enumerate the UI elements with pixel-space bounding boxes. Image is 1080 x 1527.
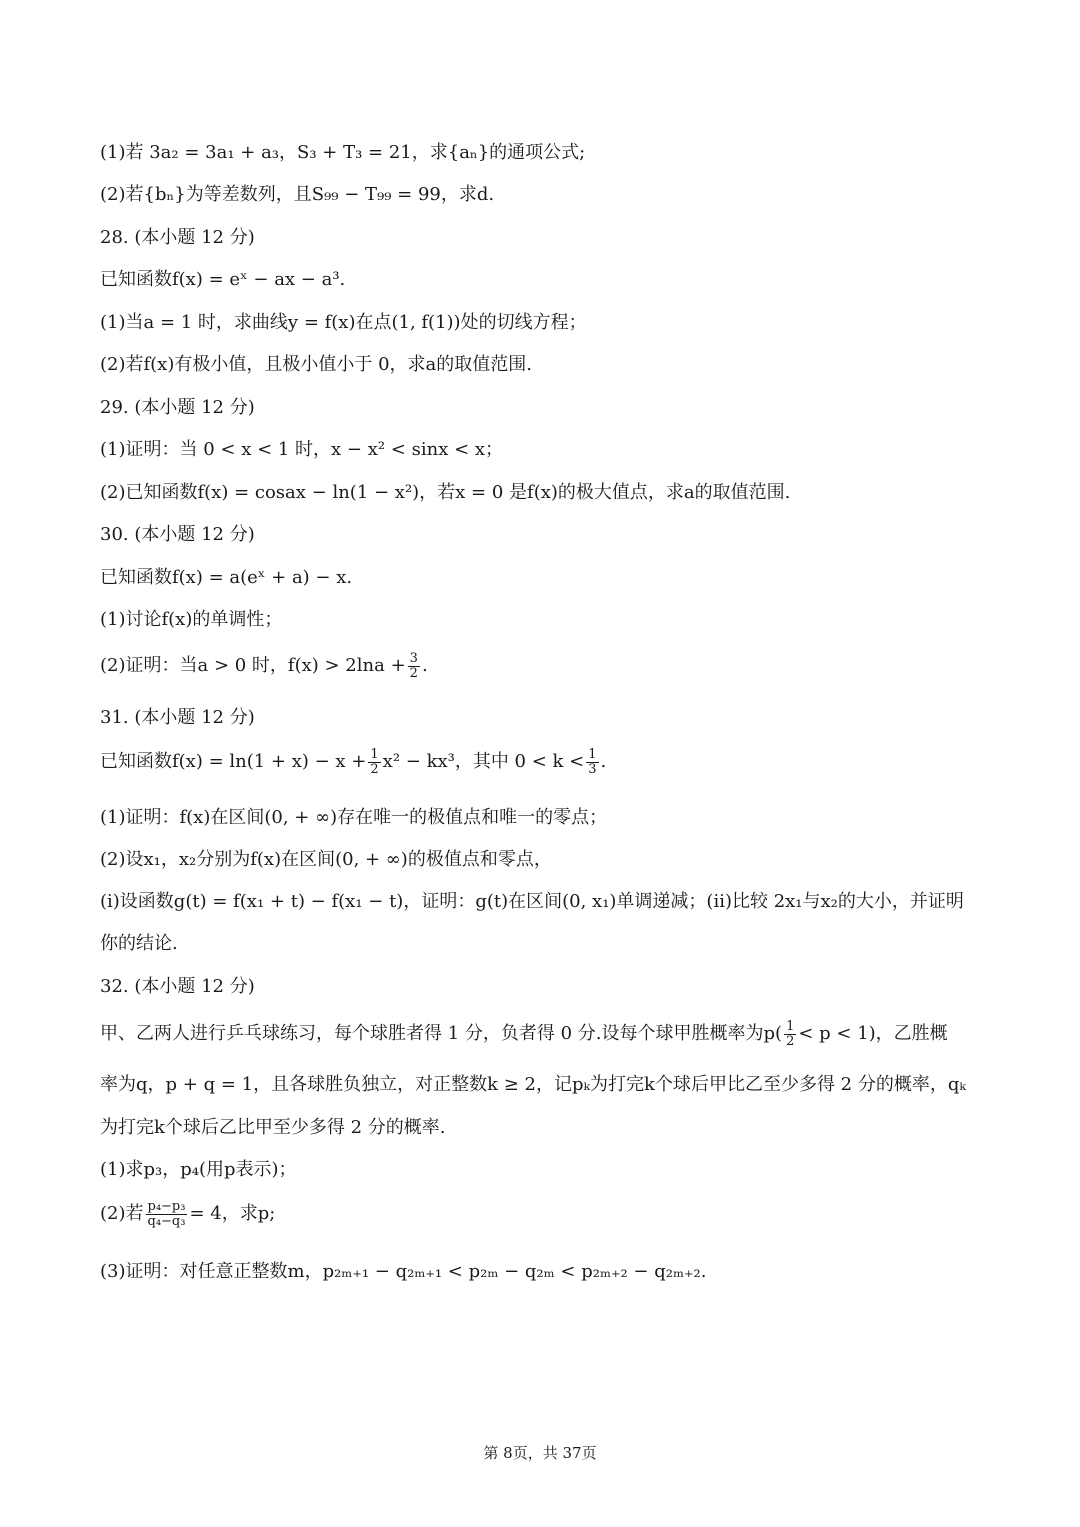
q32-stem-text-a: 甲、乙两人进行乒乓球练习，每个球胜者得 1 分，负者得 0 分.设每个球甲胜概率为p( bbox=[100, 1023, 783, 1045]
q31-stem-text-a: 已知函数f(x) = ln(1 + x) − x + bbox=[100, 751, 367, 773]
q32-stem-text-b: < p < 1)，乙胜概 bbox=[798, 1023, 948, 1045]
q29-part1: (1)证明：当 0 < x < 1 时，x − x² < sinx < x； bbox=[100, 439, 504, 460]
fraction-one-half-p: $\frac{1}{2}$ bbox=[786, 1019, 795, 1049]
q32-stem-line1 bbox=[100, 1020, 948, 1048]
fraction-three-halves: $\frac{3}{2}$ bbox=[409, 651, 418, 681]
fraction-p-ratio: $\frac{\text{p₄−p₃}}{\text{q₄−q₃}}$ bbox=[147, 1199, 186, 1229]
q30-part1: (1)讨论f(x)的单调性； bbox=[100, 609, 283, 630]
q32-part3: (3)证明：对任意正整数m，p₂ₘ₊₁ − q₂ₘ₊₁ < p₂ₘ − q₂ₘ < p₂ₘ₊₂ − q₂ₘ₊₂. bbox=[100, 1261, 707, 1282]
q32-part2-text-a: (2)若 bbox=[100, 1203, 144, 1225]
q31-part2-sub1: (i)设函数g(t) = f(x₁ + t) − f(x₁ − t)，证明：g(t)在区间(0, x₁)单调递减；(ii)比较 2x₁与x₂的大小，并证明 bbox=[100, 891, 964, 912]
q28-heading: 28. (本小题 12 分) bbox=[100, 227, 255, 248]
page-footer: 第 8页，共 37页 bbox=[483, 1444, 597, 1462]
q28-part1: (1)当a = 1 时，求曲线y = f(x)在点(1, f(1))处的切线方程； bbox=[100, 312, 587, 333]
q29-heading: 29. (本小题 12 分) bbox=[100, 397, 255, 418]
q31-stem-text-b: x² − kx³，其中 0 < k < bbox=[382, 751, 585, 773]
q27-part1: (1)若 3a₂ = 3a₁ + a₃，S₃ + T₃ = 21，求{aₙ}的通项公式; bbox=[100, 142, 586, 163]
q31-part1: (1)证明：f(x)在区间(0, + ∞)存在唯一的极值点和唯一的零点； bbox=[100, 807, 608, 828]
fraction-one-third: $\frac{1}{3}$ bbox=[588, 747, 597, 777]
q32-part2-text-b: = 4，求p; bbox=[189, 1203, 276, 1225]
fraction-one-half: $\frac{1}{2}$ bbox=[370, 747, 379, 777]
q32-part2 bbox=[100, 1200, 275, 1228]
q29-part2: (2)已知函数f(x) = cosax − ln(1 − x²)，若x = 0 是f(x)的极大值点，求a的取值范围. bbox=[100, 482, 791, 503]
q31-heading: 31. (本小题 12 分) bbox=[100, 707, 255, 728]
q31-part2: (2)设x₁，x₂分别为f(x)在区间(0, + ∞)的极值点和零点， bbox=[100, 849, 552, 870]
q31-part2-sub2: 你的结论. bbox=[100, 933, 178, 954]
q30-stem: 已知函数f(x) = a(eˣ + a) − x. bbox=[100, 567, 353, 588]
q30-part2: (2)证明：当a > 0 时，f(x) > 2lna + $\frac{3}{2}$ . bbox=[100, 651, 428, 681]
q28-stem: 已知函数f(x) = eˣ − ax − a³. bbox=[100, 269, 346, 290]
q32-stem-line2: 率为q，p + q = 1，且各球胜负独立，对正整数k ≥ 2，记pₖ为打完k个球后甲比乙至少多得 2 分的概率，qₖ bbox=[100, 1074, 966, 1095]
q32-part1: (1)求p₃，p₄(用p表示)； bbox=[100, 1159, 297, 1180]
q28-part2: (2)若f(x)有极小值，且极小值小于 0，求a的取值范围. bbox=[100, 354, 532, 375]
q31-stem: 已知函数f(x) = ln(1 + x) − x + $\frac{1}{2}$ x² − kx³，其中 0 < k < $\frac{1}{3}$ . bbox=[100, 747, 607, 777]
q27-part2: (2)若{bₙ}为等差数列，且S₉₉ − T₉₉ = 99，求d. bbox=[100, 184, 495, 205]
q30-heading: 30. (本小题 12 分) bbox=[100, 524, 255, 545]
q30-part2-text: (2)证明：当a > 0 时，f(x) > 2lna + bbox=[100, 655, 406, 677]
q32-heading: 32. (本小题 12 分) bbox=[100, 976, 255, 997]
q32-stem-line3: 为打完k个球后乙比甲至少多得 2 分的概率. bbox=[100, 1117, 446, 1138]
